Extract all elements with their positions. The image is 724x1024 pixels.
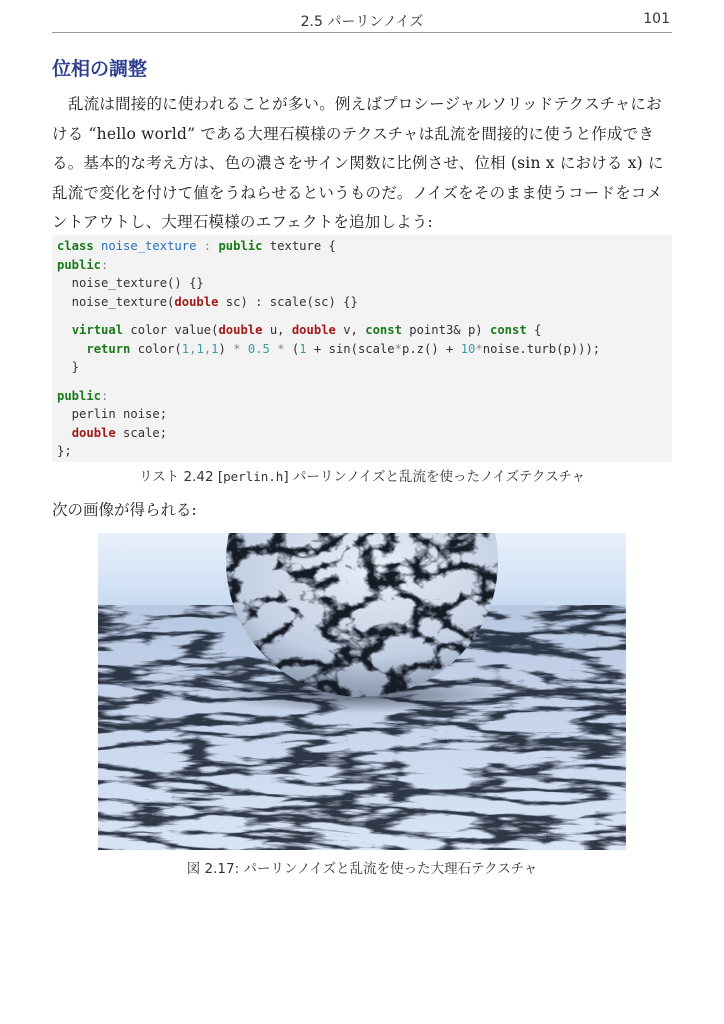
listing-filename: perlin.h xyxy=(223,469,284,484)
figure-caption: 図 2.17: パーリンノイズと乱流を使った大理石テクスチャ xyxy=(186,861,538,877)
code-text: ) xyxy=(218,341,234,356)
code-keyword: public xyxy=(57,388,102,403)
code-indent xyxy=(57,426,72,440)
code-text: point3& p) xyxy=(401,323,490,337)
code-symbol: * xyxy=(475,341,483,356)
code-number: 1 xyxy=(196,341,204,356)
code-number: 0.5 xyxy=(247,341,270,356)
code-keyword: return xyxy=(86,341,131,356)
code-text: u, xyxy=(262,323,292,337)
code-symbol: : xyxy=(196,239,219,253)
code-symbol: : xyxy=(101,388,109,403)
code-indent xyxy=(57,323,72,337)
code-symbol: * xyxy=(233,341,241,356)
code-text xyxy=(241,342,248,356)
running-head xyxy=(52,8,672,33)
code-line xyxy=(57,256,672,275)
code-text: p.z() + xyxy=(402,341,461,356)
code-type: double xyxy=(291,323,336,337)
code-symbol: , xyxy=(189,341,197,356)
body-paragraph: 乱流は間接的に使われることが多い。例えばプロシージャルソリッドテクスチャにおける “hello world” である大理石模様のテクスチャは乱流を間接的に使うと作成できる。基本的な考え方は、色の濃さをサイン関数に比例させ、位相 (sin x における x) に乱流で変化を付けて値をうねらせるというものだ。ノイズをそのまま使うコードをコメントアウトし、大理石模様のエフェクトを追加しよう: xyxy=(52,95,664,231)
code-number: 1 xyxy=(181,341,190,356)
code-type: double xyxy=(174,294,219,309)
page-number: 101 xyxy=(643,11,670,27)
code-text: color( xyxy=(130,341,182,356)
code-keyword: class xyxy=(57,239,94,253)
code-line xyxy=(57,237,672,256)
code-text: sc) : scale(sc) {} xyxy=(218,294,358,309)
code-keyword: const xyxy=(365,323,402,337)
code-type: double xyxy=(71,425,116,440)
code-text: { xyxy=(526,323,542,337)
code-text: texture { xyxy=(262,239,336,253)
code-keyword: public xyxy=(218,239,263,253)
code-keyword: virtual xyxy=(71,323,124,337)
code-line xyxy=(57,293,672,312)
listing-caption xyxy=(52,465,672,485)
code-type: double xyxy=(218,323,263,337)
listing-caption-prefix: リスト 2.42 [ xyxy=(138,469,224,485)
code-text: + sin(scale xyxy=(306,341,395,356)
code-line xyxy=(57,424,672,443)
code-keyword: public xyxy=(57,257,102,272)
code-text: color value( xyxy=(123,323,219,337)
code-class-name: noise_texture xyxy=(101,239,197,253)
code-text: ( xyxy=(284,341,300,356)
marble-render-figure xyxy=(98,533,626,850)
section-title: 2.5 パーリンノイズ xyxy=(300,14,424,30)
code-symbol: * xyxy=(394,341,402,356)
marble-render-image xyxy=(98,533,626,850)
code-number: 1 xyxy=(299,341,307,356)
code-symbol: * xyxy=(277,341,285,356)
code-line xyxy=(57,321,672,340)
code-text: scale; xyxy=(115,425,168,440)
code-text: noise.turb(p))); xyxy=(482,341,601,356)
code-listing xyxy=(52,235,672,462)
listing-caption-suffix: ] パーリンノイズと乱流を使ったノイズテクスチャ xyxy=(283,469,586,485)
code-symbol: , xyxy=(203,341,212,356)
code-line: perlin noise; xyxy=(57,407,168,421)
section-heading: 位相の調整 xyxy=(52,58,148,80)
code-text: noise_texture( xyxy=(57,294,175,309)
code-line: noise_texture() {} xyxy=(57,276,204,290)
lead-text: 次の画像が得られる: xyxy=(52,501,197,519)
code-number: 10 xyxy=(460,341,476,356)
code-indent xyxy=(57,342,86,356)
code-number: 1 xyxy=(211,341,219,356)
code-symbol: : xyxy=(101,257,109,272)
code-line: }; xyxy=(57,444,72,458)
code-line: } xyxy=(57,360,80,374)
code-keyword: const xyxy=(489,323,527,337)
code-line xyxy=(57,387,672,406)
code-text: v, xyxy=(335,323,366,337)
code-line xyxy=(57,340,672,359)
